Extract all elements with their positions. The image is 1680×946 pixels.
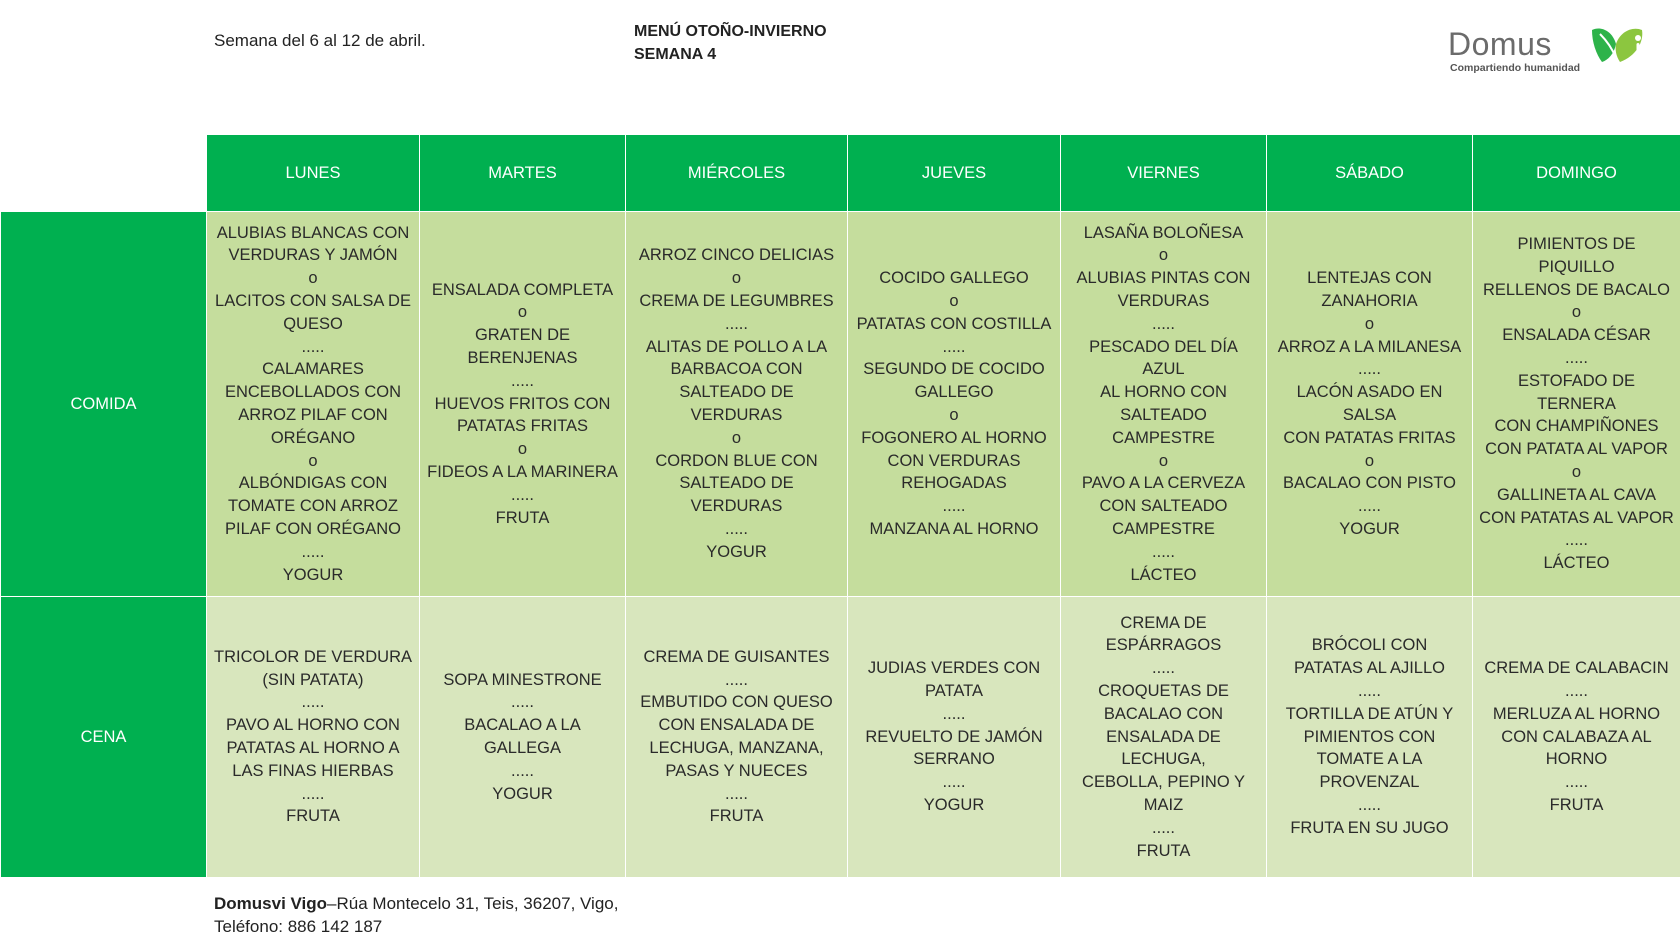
menu-line: LECHUGA, MANZANA, [649,739,824,757]
menu-line: PATATA [924,682,984,700]
day-header-jueves: JUEVES [848,135,1061,212]
menu-line: ..... [1565,349,1588,367]
heart-leaf-icon [1586,22,1646,66]
menu-line: SALTEADO DE VERDURAS [679,383,794,424]
menu-line: BARBACOA CON [670,360,803,379]
menu-line: (SIN PATATA) [262,670,364,689]
menu-line: LAS FINAS HIERBAS [232,761,394,780]
menu-line: o [1571,462,1582,481]
menu-line: ..... [1565,773,1588,792]
menu-line: TOMATE CON ARROZ [228,497,398,516]
menu-line: ENSALADA DE LECHUGA, [1106,727,1221,769]
menu-line: ..... [942,773,966,792]
menu-line: BACALAO A LA GALLEGA [464,716,581,757]
menu-line: LENTEJAS CON [1307,269,1432,288]
menu-cell [1473,597,1680,878]
menu-line: ..... [1152,659,1175,678]
menu-line: EMBUTIDO CON QUESO [640,693,833,712]
menu-line: o [308,451,318,470]
menu-line: BACALAO CON [1103,704,1224,723]
weekly-menu-table [0,134,1680,878]
menu-line: ORÉGANO [270,428,356,447]
menu-line: FOGONERO AL HORNO [861,428,1047,447]
week-label: Semana del 6 al 12 de abril. [214,31,426,50]
logo-tagline: Compartiendo humanidad [1450,62,1581,74]
menu-cell [626,212,848,597]
menu-line: BRÓCOLI CON [1311,636,1428,655]
menu-line: CEBOLLA, PEPINO Y [1082,773,1245,792]
menu-line: PIMIENTOS CON [1303,727,1436,746]
menu-line: ..... [301,784,325,803]
menu-line: ..... [725,314,748,333]
menu-line: REVUELTO DE JAMÓN [865,727,1043,746]
domusvi-logo [1448,22,1648,78]
menu-line: LÁCTEO [1130,565,1197,584]
menu-line: ENSALADA COMPLETA [431,280,614,299]
menu-line: PATATAS AL HORNO A [226,739,400,757]
menu-cell [1267,212,1473,597]
menu-line: ..... [942,704,966,723]
menu-line: CON VERDURAS [887,451,1021,470]
menu-line: o [1364,314,1375,333]
menu-cell [1473,212,1680,597]
menu-line: JUDIAS VERDES CON [867,659,1041,678]
menu-line: YOGUR [1339,519,1400,538]
menu-line: FRUTA [709,807,764,826]
menu-line: CON CHAMPIÑONES [1494,417,1659,436]
menu-line: MANZANA AL HORNO [869,519,1039,538]
menu-cell [848,212,1061,597]
menu-line: CREMA DE ESPÁRRAGOS [1105,613,1222,655]
menu-line: AL HORNO CON [1100,383,1227,402]
menu-line: CON ENSALADA DE [658,716,815,735]
menu-cell [207,597,420,878]
day-header-sabado: SÁBADO [1267,135,1473,212]
menu-line: o [731,428,742,447]
menu-line: PASAS Y NUECES [665,761,808,780]
menu-line: CON SALTEADO [1099,497,1228,516]
table-corner [1,135,207,212]
menu-line: o [517,303,528,322]
menu-line: o [949,292,959,311]
menu-cell [207,212,420,597]
menu-line: ALUBIAS BLANCAS CON [216,223,410,242]
menu-line: PIMIENTOS DE PIQUILLO [1517,235,1636,276]
menu-line: CREMA DE LEGUMBRES [639,292,834,311]
menu-line: ..... [511,371,534,390]
menu-line: PESCADO DEL DÍA AZUL [1089,337,1238,379]
menu-line: ..... [511,485,534,504]
menu-line: o [731,269,742,288]
menu-line: YOGUR [492,784,553,803]
menu-line: FIDEOS A LA MARINERA [427,462,618,481]
menu-line: FRUTA [1136,841,1191,860]
menu-line: MAIZ [1143,795,1184,814]
menu-line: LÁCTEO [1543,554,1610,573]
menu-title-season: MENÚ OTOÑO-INVIERNO [634,23,827,40]
menu-line: ..... [725,784,748,803]
menu-line: o [1364,451,1375,470]
menu-cell [1061,212,1267,597]
menu-line: ..... [725,519,748,538]
menu-cell [1061,597,1267,878]
menu-line: YOGUR [706,542,767,561]
menu-line: FRUTA [286,807,340,826]
menu-line: HORNO [1545,750,1608,769]
menu-line: ..... [1152,818,1175,837]
menu-line: ARROZ CINCO DELICIAS [638,246,835,265]
menu-line: SALTEADO DE VERDURAS [679,474,794,516]
footer-center-name: Domusvi Vigo [214,894,328,913]
menu-line: CON PATATA AL VAPOR [1485,440,1668,459]
menu-cell [420,597,626,878]
menu-line: ALUBIAS PINTAS CON [1076,269,1251,288]
menu-line: PATATAS CON COSTILLA [856,314,1052,333]
menu-line: ..... [301,542,325,561]
meal-label: COMIDA [1,212,207,597]
menu-line: PATATAS AL AJILLO [1293,659,1445,678]
comida-row [1,212,1680,597]
menu-line: SALTEADO CAMPESTRE [1112,406,1215,447]
menu-line: PAVO AL HORNO CON [226,716,400,735]
menu-line: TORTILLA DE ATÚN Y [1285,704,1454,723]
menu-line: ..... [1358,360,1381,379]
footer-address: –Rúa Montecelo 31, Teis, 36207, Vigo, [327,894,619,913]
menu-line: CAMPESTRE [1112,519,1215,538]
day-header-lunes: LUNES [207,135,420,212]
menu-line: LACÓN ASADO EN SALSA [1296,383,1443,424]
menu-line: o [1571,303,1582,322]
menu-line: QUESO [283,314,343,333]
menu-line: SERRANO [913,750,995,769]
menu-line: ..... [1152,542,1175,561]
menu-line: ..... [1152,314,1175,333]
menu-line: PROVENZAL [1319,773,1420,792]
menu-cell [1267,597,1473,878]
menu-line: GRATEN DE BERENJENAS [467,326,578,367]
menu-line: ..... [301,337,325,356]
menu-line: ..... [1565,531,1588,550]
menu-line: YOGUR [282,565,344,584]
menu-line: CROQUETAS DE [1098,682,1229,700]
menu-line: LACITOS CON SALSA DE [215,292,411,311]
menu-line: CON CALABAZA AL [1501,727,1652,746]
menu-line: ARROZ PILAF CON [238,406,388,424]
menu-line: ..... [1358,497,1381,516]
menu-line: YOGUR [923,795,985,814]
menu-line: TRICOLOR DE VERDURA [213,647,413,666]
menu-line: GALLEGO [914,383,994,402]
meal-label: CENA [1,597,207,878]
menu-line: LASAÑA BOLOÑESA [1083,223,1244,242]
menu-line: FRUTA EN SU JUGO [1290,818,1449,837]
menu-line: ..... [301,693,325,712]
day-header-viernes: VIERNES [1061,135,1267,212]
menu-line: SOPA MINESTRONE [443,670,602,689]
menu-line: ALBÓNDIGAS CON [238,474,388,493]
menu-line: CREMA DE GUISANTES [643,647,830,666]
menu-line: ..... [725,670,748,689]
menu-line: REHOGADAS [901,474,1007,493]
footer-address-line [214,892,618,915]
menu-line: CALAMARES [262,360,364,379]
menu-line: ..... [1358,682,1381,700]
menu-line: ENCEBOLLADOS CON [224,383,402,402]
menu-line: PATATAS FRITAS [456,417,589,436]
menu-line: CREMA DE CALABACIN [1484,659,1669,678]
menu-line: CORDON BLUE CON [655,451,818,470]
menu-line: FRUTA [495,508,550,527]
menu-line: ARROZ A LA MILANESA [1277,337,1462,356]
menu-line: ..... [511,693,534,712]
menu-cell [626,597,848,878]
menu-cell [848,597,1061,878]
menu-line: CON PATATAS FRITAS [1283,428,1456,447]
footer-phone: Teléfono: 886 142 187 [214,917,383,936]
menu-line: HUEVOS FRITOS CON [434,394,611,413]
day-header-domingo: DOMINGO [1473,135,1680,212]
menu-line: o [308,269,318,288]
menu-cell [420,212,626,597]
menu-line: ALITAS DE POLLO A LA [645,337,828,356]
menu-line: ..... [942,337,966,356]
menu-line: ..... [1358,795,1381,814]
menu-line: ..... [1565,682,1588,700]
day-header-miercoles: MIÉRCOLES [626,135,848,212]
menu-line: PILAF CON ORÉGANO [224,519,402,538]
menu-line: o [1158,246,1169,265]
menu-line: ..... [511,761,534,780]
menu-line: COCIDO GALLEGO [879,269,1029,288]
menu-line: VERDURAS [1117,292,1210,311]
menu-line: ZANAHORIA [1321,292,1418,311]
menu-line: VERDURAS Y JAMÓN [228,246,398,265]
menu-line: o [1158,451,1169,470]
menu-line: ..... [942,497,966,516]
menu-line: FRUTA [1549,795,1604,814]
menu-title [634,20,827,66]
menu-line: MERLUZA AL HORNO [1492,704,1661,723]
day-header-martes: MARTES [420,135,626,212]
logo-wordmark: Domus [1448,26,1552,62]
menu-line: o [949,406,959,424]
menu-line: ENSALADA CÉSAR [1502,326,1651,345]
menu-line: ESTOFADO DE TERNERA [1517,371,1636,413]
menu-line: CON PATATAS AL VAPOR [1479,508,1674,527]
menu-line: GALLINETA AL CAVA [1497,485,1656,504]
menu-line: SEGUNDO DE COCIDO [863,360,1045,379]
menu-line: RELLENOS DE BACALO [1482,280,1671,299]
menu-title-week: SEMANA 4 [634,46,717,63]
menu-line: o [517,440,528,459]
cena-row [1,597,1680,878]
menu-line: PAVO A LA CERVEZA [1081,474,1246,493]
footer-contact [214,892,618,938]
menu-line: BACALAO CON PISTO [1283,474,1456,493]
days-header-row [1,135,1680,212]
menu-line: TOMATE A LA [1316,750,1423,769]
